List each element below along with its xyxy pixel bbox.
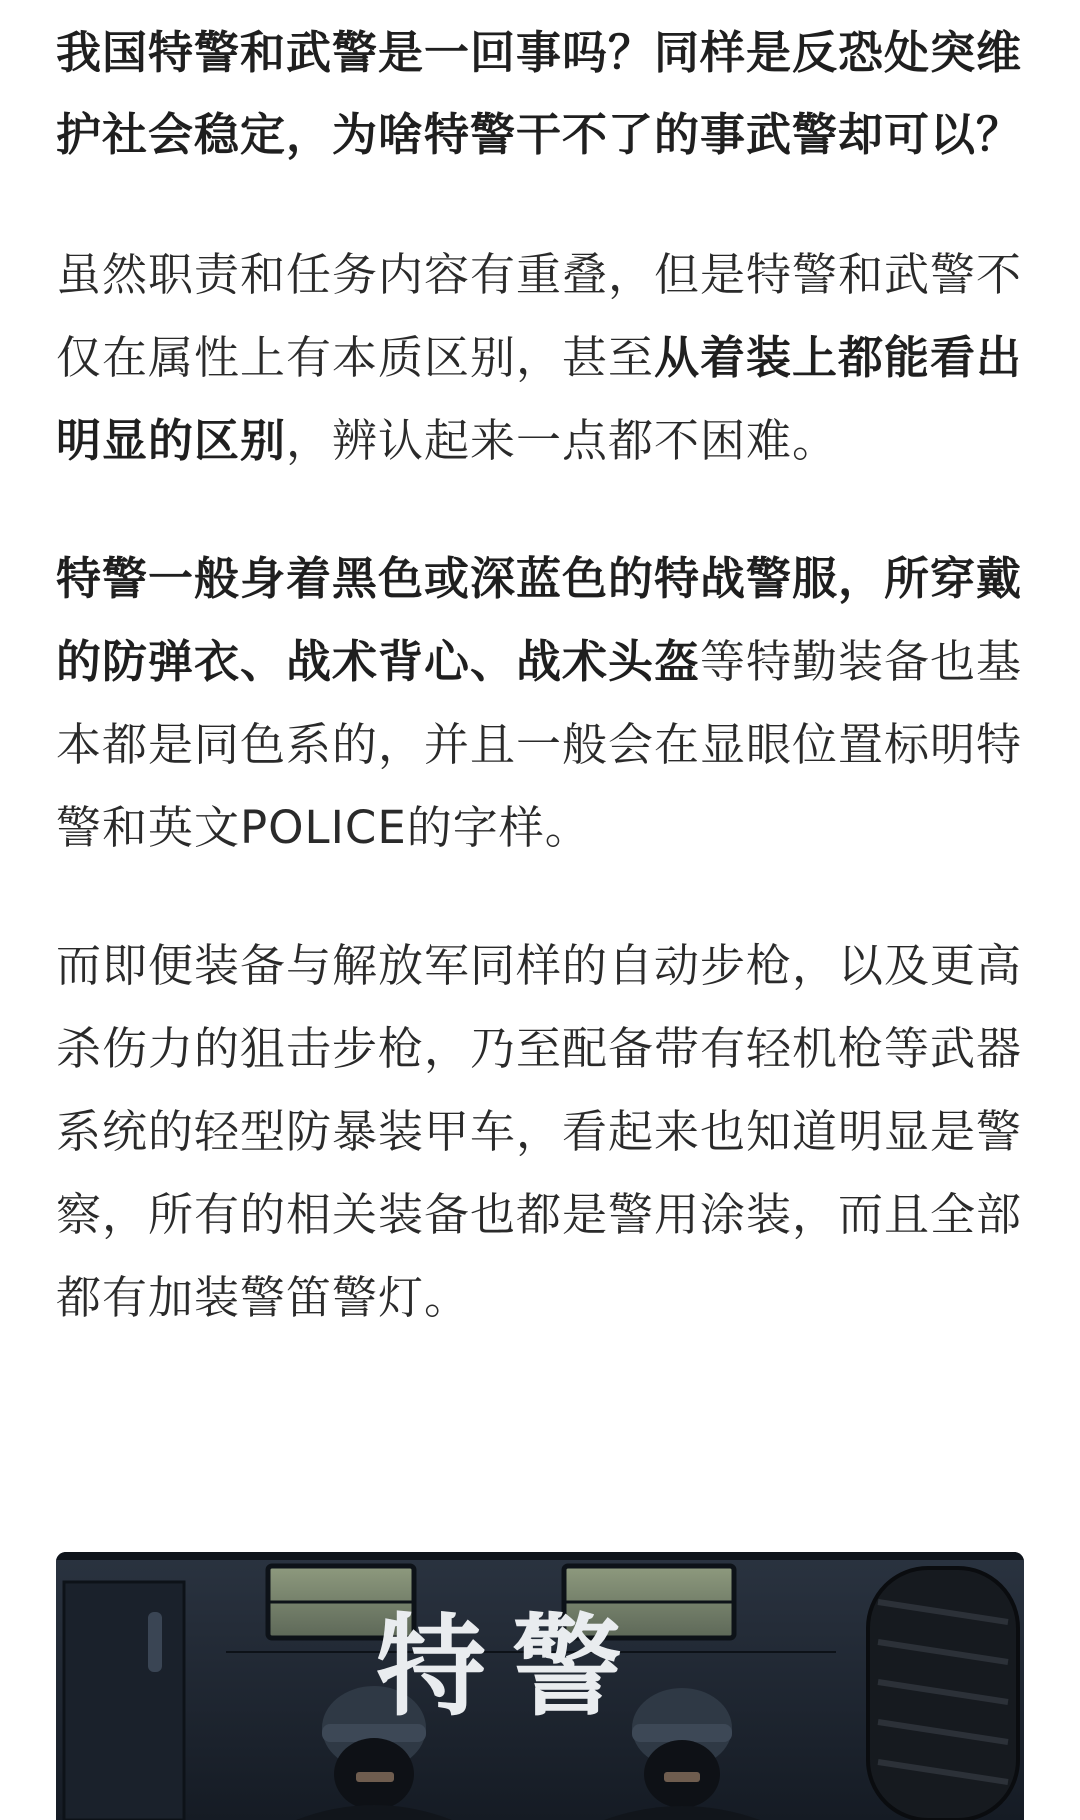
paragraph-2-bold: 特警一般身着黑色或深蓝色的特战警服，所穿戴的防弹衣、战术背心、战术头盔 <box>56 552 1023 688</box>
paragraph-2 <box>56 537 1024 869</box>
paragraph-1-text-a: 虽然职责和任务内容有重叠，但是特警和武警不仅在属性上有本质区别，甚至 <box>56 248 1023 384</box>
paragraph-1-text-b: ，辨认起来一点都不困难。 <box>286 414 839 467</box>
paragraph-2-text: 等特勤装备也基本都是同色系的，并且一般会在显眼位置标明特警和英文POLICE的字样。 <box>56 635 1023 854</box>
paragraph-1-bold: 从着装上都能看出明显的区别 <box>56 331 1023 467</box>
paragraph-3: 而即便装备与解放军同样的自动步枪，以及更高杀伤力的狙击步枪，乃至配备带有轻机枪等武器系统的轻型防暴装甲车，看起来也知道明显是警察，所有的相关装备也都是警用涂装，而且全部都有加装警笛警灯。 <box>56 939 1023 1324</box>
article-photo[interactable] <box>56 1552 1024 1820</box>
paragraph-1 <box>56 233 1024 482</box>
vehicle-sign-text: 特警 <box>376 1603 648 1731</box>
article-title: 我国特警和武警是一回事吗？同样是反恐处突维护社会稳定，为啥特警干不了的事武警却可以？ <box>56 26 1023 161</box>
